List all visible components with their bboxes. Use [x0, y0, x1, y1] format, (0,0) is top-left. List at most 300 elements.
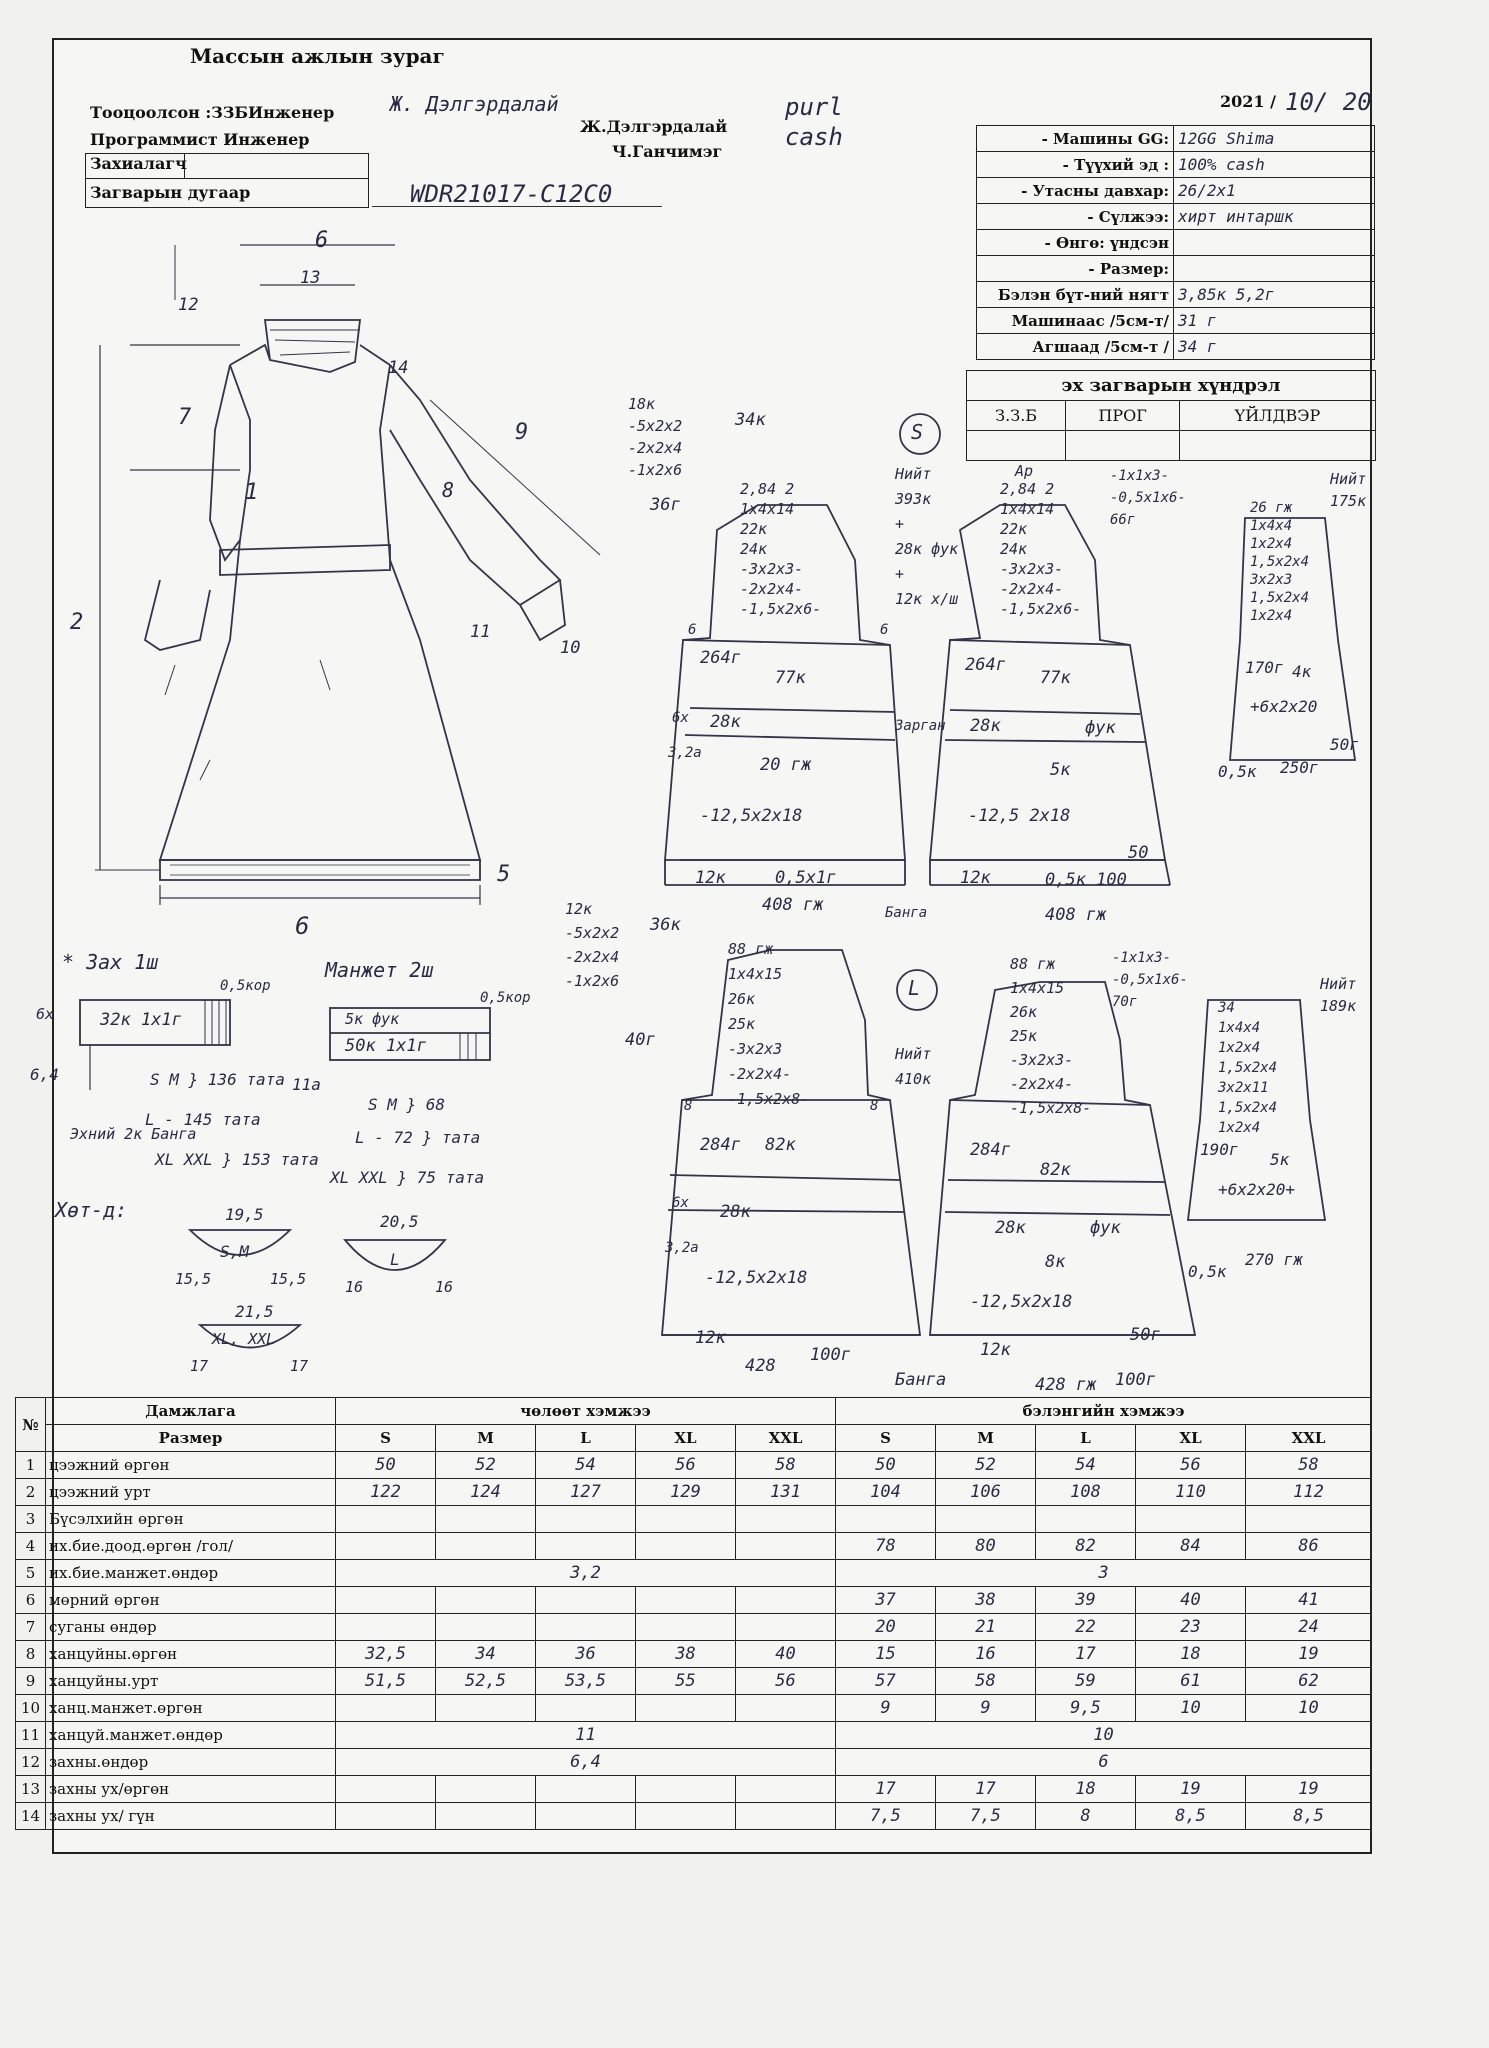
final-merged-value: 10 — [836, 1722, 1372, 1749]
table-row — [16, 1614, 1372, 1641]
spec-value: 100% cash — [1174, 152, 1375, 178]
raw-value — [336, 1587, 436, 1614]
knit-l-total: 410к — [895, 1070, 932, 1088]
neck-l-right: 16 — [435, 1278, 454, 1296]
row-label: их.бие.манжет.өндөр — [46, 1560, 336, 1587]
raw-value: 51,5 — [336, 1668, 436, 1695]
knit-l-back-body: 8к — [1045, 1252, 1066, 1272]
knit-s-front-body: 408 гж — [762, 895, 824, 915]
size-l-marker: L — [908, 976, 921, 1000]
final-value: 19 — [1246, 1776, 1372, 1803]
size-s-marker: S — [911, 420, 924, 444]
final-value — [936, 1506, 1036, 1533]
knit-l-back-neck: -0,5x1x6- — [1112, 972, 1188, 988]
row-label: цээжний өргөн — [46, 1452, 336, 1479]
knit-s-back-top: 22к — [1000, 520, 1028, 538]
neck-sm-left: 15,5 — [175, 1270, 212, 1288]
dim-label: 6 — [295, 912, 310, 940]
row-label: ханцуйны.өргөн — [46, 1641, 336, 1668]
final-value: 106 — [936, 1479, 1036, 1506]
knit-l-back-top: 25к — [1010, 1027, 1038, 1045]
knit-l-back-body: 12к — [980, 1340, 1011, 1360]
knit-l-back-body: -12,5x2x18 — [970, 1292, 1073, 1312]
raw-value — [336, 1506, 436, 1533]
raw-value — [736, 1506, 836, 1533]
knit-l-sleeve-total: Нийт — [1320, 975, 1357, 993]
collar-size-1: S M } 136 тата — [150, 1070, 285, 1089]
client-label: Захиалагч — [90, 154, 187, 173]
dim-label: 1 — [245, 480, 259, 505]
knit-l-front-body: 12к — [695, 1328, 726, 1348]
final-value: 7,5 — [836, 1803, 936, 1830]
final-value: 16 — [936, 1641, 1036, 1668]
knit-s-front-top: 1x4x14 — [740, 500, 795, 518]
knit-s-front-top: -2x2x4- — [740, 580, 804, 598]
knit-s-front-side: 3,2а — [668, 745, 702, 761]
knit-s-back-body: 264г — [965, 655, 1006, 675]
spec-value: 3,85к 5,2г — [1174, 282, 1375, 308]
collar-cm: 6х — [36, 1005, 55, 1023]
knit-s-back-body: фук — [1085, 718, 1116, 738]
knit-l-sleeve-lines: 3x2x11 — [1218, 1080, 1269, 1096]
knit-s-total: + — [895, 565, 905, 583]
knit-l-back-top: 26к — [1010, 1003, 1038, 1021]
knit-s-back-top: -2x2x4- — [1000, 580, 1064, 598]
final-value: 110 — [1136, 1479, 1246, 1506]
spec-value: 31 г — [1174, 308, 1375, 334]
knit-s-sleeve-lines: 1x2x4 — [1250, 536, 1293, 552]
raw-value — [536, 1587, 636, 1614]
knit-s-front-side: 6 — [688, 622, 697, 638]
raw-merged-value: 11 — [336, 1722, 836, 1749]
knit-s-front-body: 0,5x1г — [775, 868, 837, 888]
knit-s-back-neck: -0,5x1x6- — [1110, 490, 1186, 506]
knit-l-front-top: -1,5x2x8- — [728, 1090, 810, 1108]
knit-s-back-body: 5к — [1050, 760, 1071, 780]
knit-s-sleeve: 250г — [1280, 758, 1319, 777]
row-label: ханц.манжет.өргөн — [46, 1695, 336, 1722]
knit-l-sleeve: 190г — [1200, 1140, 1239, 1159]
knit-s-sleeve: +6x2x20 — [1250, 697, 1318, 716]
final-value: 78 — [836, 1533, 936, 1560]
raw-value — [536, 1614, 636, 1641]
knit-s-back-top: 24к — [1000, 540, 1028, 558]
knit-s-back-body: 12к — [960, 868, 991, 888]
cuff-side: 11а — [292, 1075, 321, 1094]
neck-xl-label: XL, XXL — [212, 1330, 276, 1348]
raw-value — [536, 1506, 636, 1533]
knit-l-front-side: 8 — [870, 1098, 879, 1114]
table-row — [16, 1749, 1372, 1776]
row-number: 13 — [16, 1776, 46, 1803]
knit-s-front-top: -3x2x3- — [740, 560, 804, 578]
knit-s-back-top: -3x2x3- — [1000, 560, 1064, 578]
knit-l-front-body: Банга — [895, 1370, 947, 1390]
cuff-size-3: XL XXL } 75 тата — [330, 1168, 485, 1187]
final-value: 86 — [1246, 1533, 1372, 1560]
final-value: 24 — [1246, 1614, 1372, 1641]
row-number: 5 — [16, 1560, 46, 1587]
knit-l-sleeve-lines: 1,5x2x4 — [1218, 1100, 1278, 1116]
dim-label: 5 — [497, 862, 511, 887]
raw-value: 56 — [636, 1452, 736, 1479]
raw-value: 32,5 — [336, 1641, 436, 1668]
raw-value — [636, 1614, 736, 1641]
raw-value — [736, 1533, 836, 1560]
dim-label: 2 — [70, 610, 84, 635]
raw-value — [636, 1533, 736, 1560]
knit-l-back-top: -2x2x4- — [1010, 1075, 1074, 1093]
table-row — [16, 1722, 1372, 1749]
size-header: XL — [1136, 1425, 1246, 1452]
size-header: XL — [636, 1425, 736, 1452]
style-label: Загварын дугаар — [90, 183, 251, 202]
knit-l-bangle: Банга — [885, 905, 928, 921]
knit-l-front-body: 82к — [765, 1135, 796, 1155]
group-raw: чөлөөт хэмжээ — [336, 1398, 836, 1425]
row-number: 6 — [16, 1587, 46, 1614]
knit-l-neck-note: -2x2x4 — [565, 948, 620, 966]
raw-value — [636, 1803, 736, 1830]
knit-s-sleeve: 50г — [1330, 735, 1359, 754]
raw-value — [436, 1803, 536, 1830]
programmer-name: Ч.Ганчимэг — [612, 142, 723, 161]
knit-s-neck-note: -1x2x6 — [628, 461, 683, 479]
cuff-note-title: Манжет 2ш — [325, 958, 434, 982]
knit-s-sleeve-lines: 1,5x2x4 — [1250, 590, 1310, 606]
dim-label: 6 — [315, 228, 329, 253]
cuff-kop: 0,5кор — [480, 990, 531, 1006]
raw-value: 40 — [736, 1641, 836, 1668]
spec-label: Бэлэн бүт-ний нягт — [977, 282, 1174, 308]
final-merged-value: 6 — [836, 1749, 1372, 1776]
knit-s-sleeve-lines: 1,5x2x4 — [1250, 554, 1310, 570]
knit-s-neck-note: 18к — [628, 395, 656, 413]
neck-l-left: 16 — [345, 1278, 364, 1296]
final-value — [1036, 1506, 1136, 1533]
raw-value — [636, 1506, 736, 1533]
raw-value — [636, 1695, 736, 1722]
raw-value: 53,5 — [536, 1668, 636, 1695]
knit-s-front-top: -1,5x2x6- — [740, 600, 822, 618]
final-value: 38 — [936, 1587, 1036, 1614]
knit-s-back-body: 50 — [1128, 843, 1149, 863]
final-value: 61 — [1136, 1668, 1246, 1695]
knit-s-front-top: 2,84 2 — [740, 480, 795, 498]
row-label: их.бие.доод.өргөн /гол/ — [46, 1533, 336, 1560]
collar-extra: Эхний 2к Банга — [70, 1125, 197, 1143]
row-number: 11 — [16, 1722, 46, 1749]
neck-sm-label: S,M — [220, 1242, 249, 1261]
knit-s-back-body: -12,5 2x18 — [968, 806, 1071, 826]
knit-s-front-body: -12,5x2x18 — [700, 806, 803, 826]
raw-value — [436, 1587, 536, 1614]
table-row — [16, 1641, 1372, 1668]
size-header: S — [836, 1425, 936, 1452]
neck-l-label: L — [390, 1250, 400, 1269]
row-label: ханцуйны.урт — [46, 1668, 336, 1695]
final-value: 10 — [1246, 1695, 1372, 1722]
final-value: 9 — [836, 1695, 936, 1722]
knit-s-front-body: 20 гж — [760, 755, 812, 775]
col-no: № — [16, 1398, 46, 1452]
spec-value: хирт интаршк — [1174, 204, 1375, 230]
raw-value: 54 — [536, 1452, 636, 1479]
knit-s-sleeve-total: 175к — [1330, 492, 1367, 510]
knit-l-back-top: -3x2x3- — [1010, 1051, 1074, 1069]
knit-s-back-neck: -1x1x3- — [1110, 468, 1170, 484]
knit-l-front-top: 1x4x15 — [728, 965, 783, 983]
knit-s-front-side: 6 — [880, 622, 889, 638]
row-label: захны ух/ гүн — [46, 1803, 336, 1830]
final-value: 112 — [1246, 1479, 1372, 1506]
knit-l-back-body: 428 гж — [1035, 1375, 1097, 1395]
final-value: 8 — [1036, 1803, 1136, 1830]
col-step: Дамжлага — [46, 1398, 336, 1425]
knit-l-back-top: 88 гж — [1010, 955, 1056, 973]
knit-s-back-body: 28к — [970, 716, 1001, 736]
final-value: 108 — [1036, 1479, 1136, 1506]
knit-s-neck-note: 34к — [735, 410, 766, 430]
row-number: 4 — [16, 1533, 46, 1560]
table-row — [16, 1479, 1372, 1506]
dim-label: 11 — [470, 622, 491, 642]
dim-label: 9 — [515, 420, 529, 445]
raw-value: 52 — [436, 1452, 536, 1479]
final-value: 8,5 — [1136, 1803, 1246, 1830]
final-value: 9 — [936, 1695, 1036, 1722]
final-value: 84 — [1136, 1533, 1246, 1560]
knit-l-neck-note: 36к — [650, 915, 681, 935]
dim-label: 7 — [178, 405, 192, 430]
style-value: WDR21017-C12C0 — [410, 180, 613, 208]
knit-s-back-top: 2,84 2 — [1000, 480, 1055, 498]
size-header: L — [536, 1425, 636, 1452]
cuff-size-1: S M } 68 — [368, 1095, 446, 1114]
spec-value: 12GG Shima — [1174, 126, 1375, 152]
final-value: 18 — [1136, 1641, 1246, 1668]
row-number: 1 — [16, 1452, 46, 1479]
raw-value: 129 — [636, 1479, 736, 1506]
row-label: захны.өндөр — [46, 1749, 336, 1776]
knit-s-sleeve-lines: 26 гж — [1250, 500, 1293, 516]
knit-l-sleeve-total: 189к — [1320, 997, 1357, 1015]
spec-label: Машинаас /5см-т/ — [977, 308, 1174, 334]
raw-value: 50 — [336, 1452, 436, 1479]
row-label: ханцуй.манжет.өндөр — [46, 1722, 336, 1749]
dim-label: 14 — [388, 358, 409, 378]
approval-title: эх загварын хүндрэл — [967, 371, 1376, 401]
raw-value — [536, 1533, 636, 1560]
dim-label: 13 — [300, 268, 321, 288]
final-value — [1246, 1506, 1372, 1533]
final-value: 50 — [836, 1452, 936, 1479]
knit-l-sleeve: 5к — [1270, 1150, 1290, 1169]
raw-value — [636, 1776, 736, 1803]
cuff-box-1: 5к фук — [345, 1010, 400, 1028]
dim-label: 8 — [442, 478, 455, 502]
knit-s-front-top: 24к — [740, 540, 768, 558]
raw-value — [636, 1587, 736, 1614]
final-value: 17 — [936, 1776, 1036, 1803]
final-value: 7,5 — [936, 1803, 1036, 1830]
collar-kop: 0,5кор — [220, 978, 271, 994]
raw-value — [536, 1803, 636, 1830]
table-row — [16, 1803, 1372, 1830]
final-value: 58 — [1246, 1452, 1372, 1479]
row-number: 9 — [16, 1668, 46, 1695]
neck-xl-right: 17 — [290, 1357, 309, 1375]
raw-value: 55 — [636, 1668, 736, 1695]
knit-l-front-body: 100г — [810, 1345, 851, 1365]
knit-l-front-body: 428 — [745, 1356, 776, 1376]
row-number: 7 — [16, 1614, 46, 1641]
collar-side: 6,4 — [30, 1065, 59, 1084]
raw-value — [536, 1776, 636, 1803]
collar-note-title: * Зах 1ш — [62, 950, 159, 974]
material-note: purl cash — [785, 93, 843, 151]
knit-s-front-side: Зарган — [895, 718, 946, 734]
knit-s-back-top: -1,5x2x6- — [1000, 600, 1082, 618]
knit-s-back-body: 408 гж — [1045, 905, 1107, 925]
neck-note-title: Хөт-д: — [55, 1198, 128, 1222]
cuff-box-2: 50к 1x1г — [345, 1036, 427, 1056]
date-value: 10/ 20 — [1285, 88, 1372, 116]
row-label: цээжний урт — [46, 1479, 336, 1506]
raw-value — [436, 1776, 536, 1803]
spec-label: - Машины GG: — [977, 126, 1174, 152]
raw-value: 52,5 — [436, 1668, 536, 1695]
size-header: M — [436, 1425, 536, 1452]
row-label: захны ух/өргөн — [46, 1776, 336, 1803]
knit-s-sleeve-total: Нийт — [1330, 470, 1367, 488]
neck-sm-right: 15,5 — [270, 1270, 307, 1288]
raw-value: 131 — [736, 1479, 836, 1506]
raw-value — [736, 1587, 836, 1614]
raw-value: 36 — [536, 1641, 636, 1668]
dim-label: 10 — [560, 638, 581, 658]
neck-l-top: 20,5 — [380, 1212, 419, 1231]
knit-l-back-top: 1x4x15 — [1010, 979, 1065, 997]
final-value: 40 — [1136, 1587, 1246, 1614]
raw-value: 34 — [436, 1641, 536, 1668]
knit-s-total: + — [895, 515, 905, 533]
final-value — [1136, 1506, 1246, 1533]
size-header: S — [336, 1425, 436, 1452]
raw-value — [736, 1776, 836, 1803]
final-value: 62 — [1246, 1668, 1372, 1695]
knit-s-sleeve: 0,5к — [1218, 762, 1257, 781]
final-value: 19 — [1136, 1776, 1246, 1803]
programmer-label: Программист Инженер — [90, 130, 310, 149]
raw-value: 127 — [536, 1479, 636, 1506]
knit-l-sleeve: +6x2x20+ — [1218, 1180, 1296, 1199]
knit-l-back-neck: 70г — [1112, 994, 1138, 1010]
row-number: 8 — [16, 1641, 46, 1668]
knit-s-sleeve: 170г — [1245, 658, 1284, 677]
final-value: 10 — [1136, 1695, 1246, 1722]
col-size: Размер — [46, 1425, 336, 1452]
knit-l-front-top: -3x2x3 — [728, 1040, 783, 1058]
date-year: 2021 / — [1220, 92, 1276, 111]
table-row — [16, 1668, 1372, 1695]
knit-l-front-body: 28к — [720, 1202, 751, 1222]
raw-value: 58 — [736, 1452, 836, 1479]
raw-value — [336, 1695, 436, 1722]
final-value: 20 — [836, 1614, 936, 1641]
spec-label: - Өнгө: үндсэн — [977, 230, 1174, 256]
knit-s-total: 28к фук — [895, 540, 959, 558]
raw-merged-value: 3,2 — [336, 1560, 836, 1587]
knit-s-total: 12к х/ш — [895, 590, 959, 608]
neck-xl-left: 17 — [190, 1357, 209, 1375]
table-row — [16, 1776, 1372, 1803]
raw-value: 124 — [436, 1479, 536, 1506]
knit-s-sleeve-lines: 3x2x3 — [1250, 572, 1293, 588]
row-label: суганы өндөр — [46, 1614, 336, 1641]
raw-value — [436, 1533, 536, 1560]
final-value: 58 — [936, 1668, 1036, 1695]
knit-l-back-body: 284г — [970, 1140, 1011, 1160]
raw-value — [336, 1776, 436, 1803]
final-value: 22 — [1036, 1614, 1136, 1641]
final-value: 54 — [1036, 1452, 1136, 1479]
knit-s-mark: Ар — [1015, 462, 1034, 480]
knit-l-front-top: 25к — [728, 1015, 756, 1033]
final-value: 23 — [1136, 1614, 1246, 1641]
knit-l-sleeve-lines: 34 — [1218, 1000, 1235, 1016]
engineer-name: Ж.Дэлгэрдалай — [580, 117, 728, 136]
final-value: 9,5 — [1036, 1695, 1136, 1722]
knit-l-back-body: фук — [1090, 1218, 1121, 1238]
knit-l-front-side: 3,2а — [665, 1240, 699, 1256]
spec-label: Агшаад /5см-т / — [977, 334, 1174, 360]
table-row — [16, 1452, 1372, 1479]
raw-value — [336, 1533, 436, 1560]
spec-label: - Сүлжээ: — [977, 204, 1174, 230]
knit-l-front-top: 88 гж — [728, 940, 774, 958]
final-value: 41 — [1246, 1587, 1372, 1614]
knit-l-front-top: -2x2x4- — [728, 1065, 792, 1083]
knit-s-front-body: 12к — [695, 868, 726, 888]
knit-l-back-body: 28к — [995, 1218, 1026, 1238]
final-value: 52 — [936, 1452, 1036, 1479]
knit-l-neck-note: -1x2x6 — [565, 972, 620, 990]
knit-l-back-neck: -1x1x3- — [1112, 950, 1172, 966]
size-header: L — [1036, 1425, 1136, 1452]
knit-l-sleeve-lines: 1x2x4 — [1218, 1040, 1261, 1056]
final-value: 21 — [936, 1614, 1036, 1641]
knit-s-sleeve-lines: 1x4x4 — [1250, 518, 1293, 534]
knit-l-back-top: -1,5x2x8- — [1010, 1099, 1092, 1117]
final-value: 17 — [1036, 1641, 1136, 1668]
knit-s-back-neck: 66г — [1110, 512, 1136, 528]
size-header: XXL — [1246, 1425, 1372, 1452]
knit-l-sleeve: 270 гж — [1245, 1250, 1303, 1269]
knit-l-sleeve-lines: 1x2x4 — [1218, 1120, 1261, 1136]
row-number: 14 — [16, 1803, 46, 1830]
row-number: 12 — [16, 1749, 46, 1776]
page-title: Массын ажлын зураг — [190, 44, 445, 68]
knit-s-neck-note: 36г — [650, 495, 681, 515]
raw-value — [436, 1614, 536, 1641]
table-row — [16, 1560, 1372, 1587]
knit-s-front-body: 264г — [700, 648, 741, 668]
knit-l-back-body: 100г — [1115, 1370, 1156, 1390]
raw-value: 56 — [736, 1668, 836, 1695]
final-value: 8,5 — [1246, 1803, 1372, 1830]
final-value: 15 — [836, 1641, 936, 1668]
